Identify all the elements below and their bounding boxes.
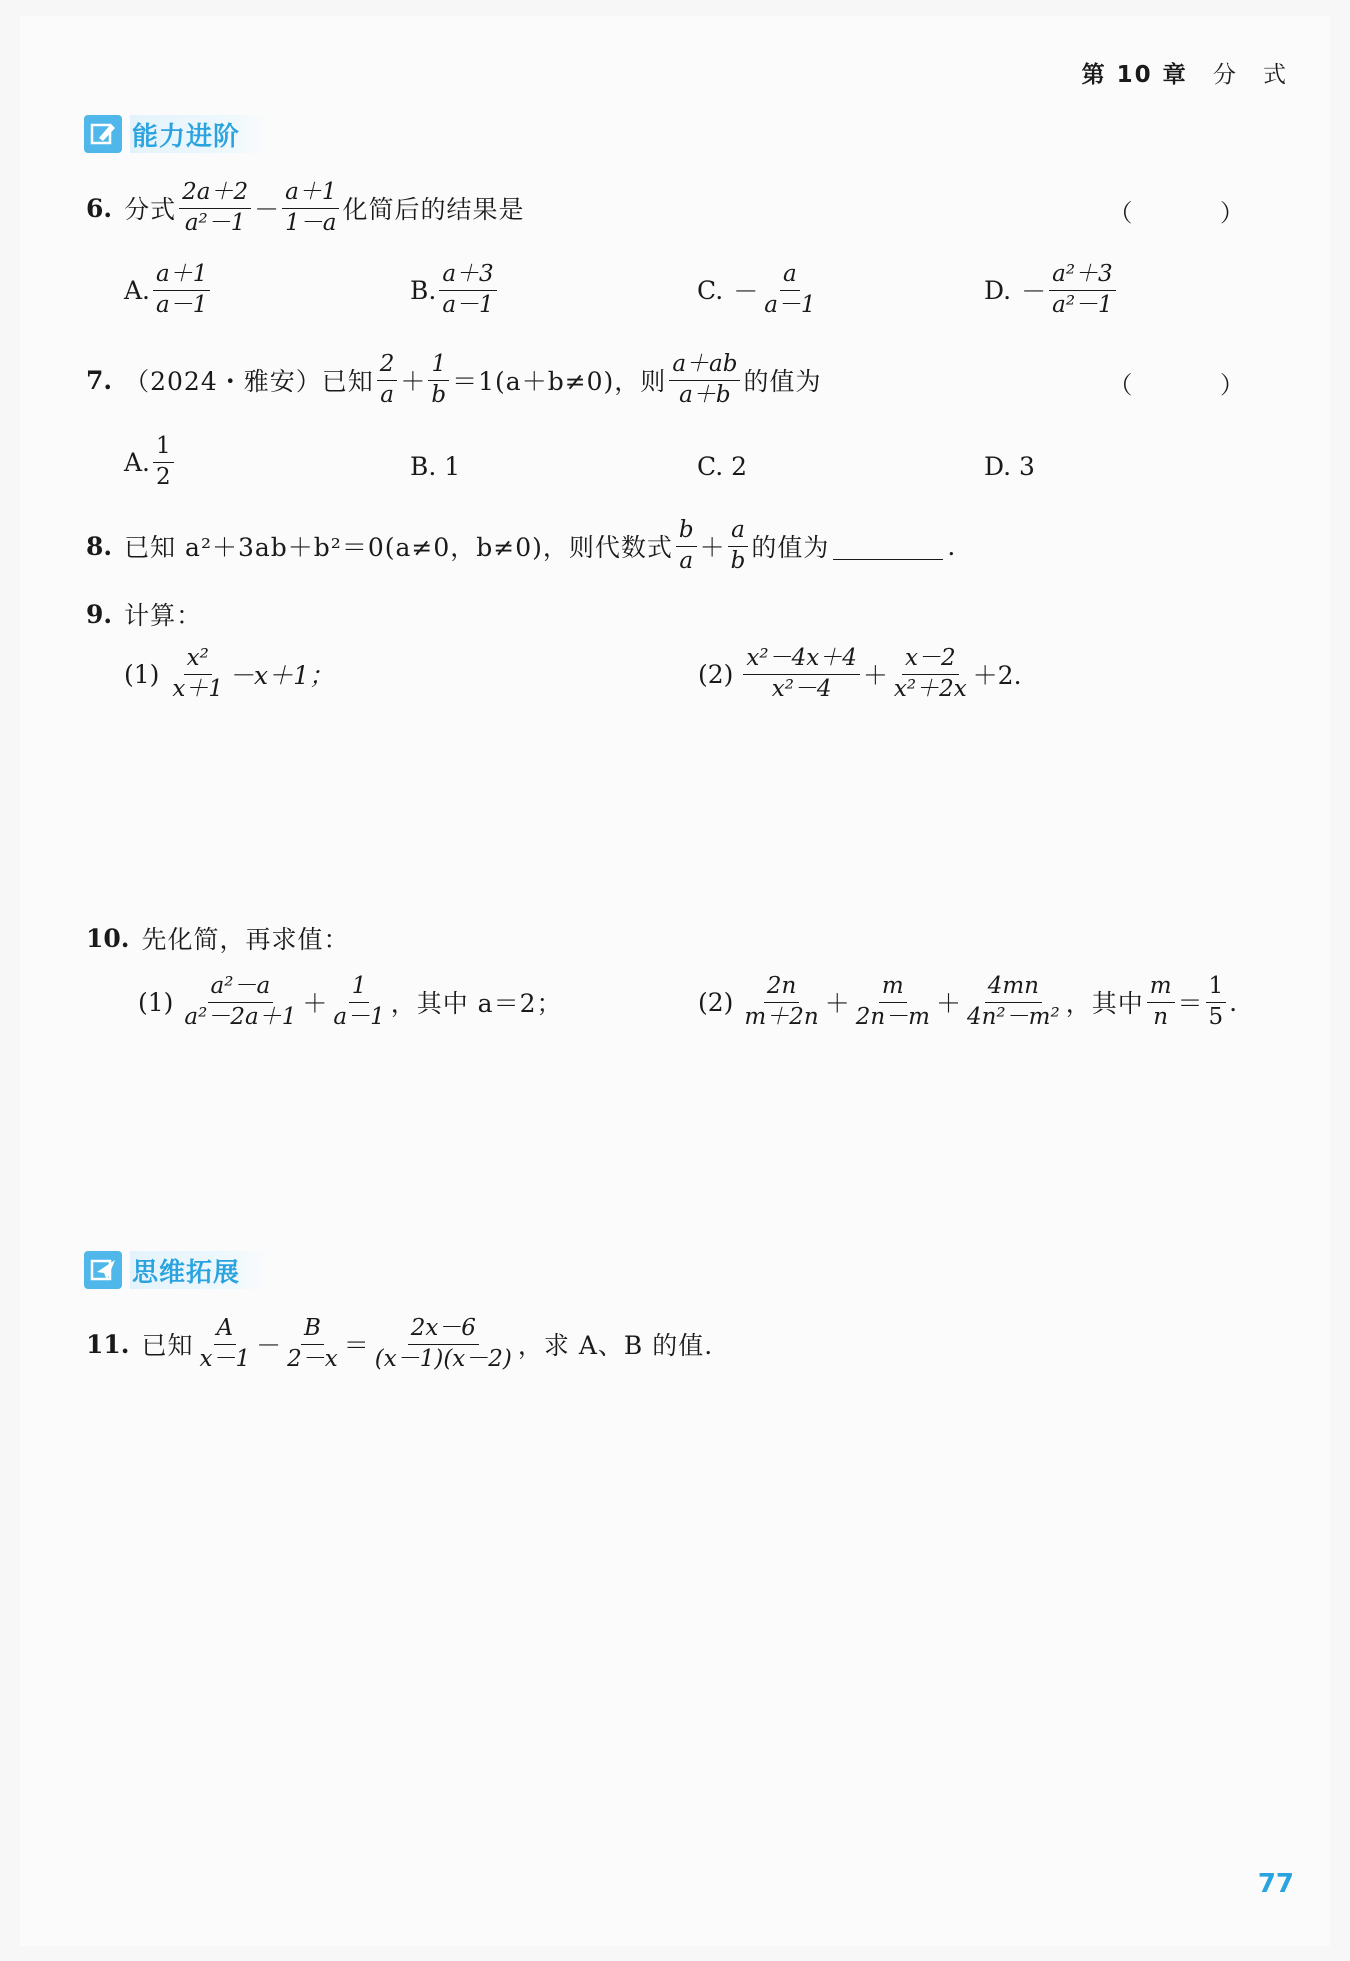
question-10-part-1 — [138, 974, 562, 1031]
chapter-header — [1082, 56, 1288, 89]
numerator: a²－a — [208, 974, 274, 1003]
operator: ＝ — [1177, 989, 1203, 1019]
fraction — [964, 974, 1063, 1031]
fraction — [181, 974, 299, 1031]
question-9 — [86, 596, 202, 632]
denominator: a — [380, 381, 394, 408]
denominator: b — [431, 381, 447, 408]
paper-plane-icon — [84, 1251, 122, 1289]
question-number: 8. — [86, 531, 113, 561]
question-7 — [86, 352, 821, 409]
numerator: x－2 — [902, 646, 959, 675]
numerator: a — [780, 262, 800, 291]
fraction — [284, 1316, 341, 1373]
expression-rest: ，其中 — [1065, 989, 1144, 1019]
denominator: 4n²－m² — [966, 1003, 1060, 1030]
question-9-part-2 — [698, 646, 1022, 703]
denominator: 2n－m — [855, 1003, 930, 1030]
numerator: a＋3 — [439, 262, 496, 291]
chapter-label: 第 10 章 — [1081, 62, 1188, 88]
question-11 — [86, 1316, 713, 1373]
operator: － — [254, 195, 280, 225]
denominator: a — [679, 547, 694, 574]
fraction — [428, 352, 449, 409]
answer-blank[interactable] — [833, 533, 943, 560]
denominator: 5 — [1208, 1003, 1224, 1030]
fraction — [728, 518, 749, 575]
fraction — [761, 262, 818, 319]
fraction — [743, 646, 859, 703]
question-number: 7. — [86, 365, 113, 395]
option-a — [124, 434, 177, 491]
section-title: 能力进阶 — [132, 121, 241, 152]
denominator: a－1 — [333, 1003, 385, 1030]
fraction — [153, 262, 210, 319]
fraction — [179, 180, 251, 237]
question-text: 先化简，再求值： — [141, 925, 350, 954]
question-text: 的值为 — [751, 533, 830, 563]
question-6 — [86, 180, 525, 237]
fraction — [197, 1316, 254, 1373]
numerator: 1 — [428, 352, 449, 381]
denominator: x＋1 — [172, 675, 224, 702]
section-header-extension — [84, 1250, 284, 1290]
expression-rest: －x＋1； — [229, 661, 335, 691]
operator: ＋ — [699, 533, 725, 563]
question-text: 已知 — [141, 1331, 194, 1361]
numerator: a＋1 — [153, 262, 210, 291]
numerator: 4mn — [985, 974, 1042, 1003]
denominator: b — [730, 547, 746, 574]
fraction — [669, 352, 740, 409]
numerator: b — [676, 518, 697, 547]
question-10 — [86, 920, 350, 956]
question-text: ＝1(a＋b≠0)，则 — [452, 367, 667, 397]
question-text: 计算： — [124, 601, 203, 630]
part-label: (1) — [138, 987, 174, 1017]
section-header-ability — [84, 114, 284, 154]
numerator: a²＋3 — [1049, 262, 1116, 291]
option-label: A. — [124, 447, 151, 477]
question-text: ，求 A、B 的值. — [517, 1331, 714, 1361]
question-8 — [86, 518, 955, 575]
operator: ＝ — [343, 1331, 369, 1361]
numerator: m — [1147, 974, 1175, 1003]
numerator: a＋ab — [669, 352, 740, 381]
period: . — [1229, 987, 1238, 1017]
numerator: a＋1 — [282, 180, 339, 209]
page-number: 77 — [1257, 1869, 1294, 1899]
question-text: 分式 — [124, 195, 177, 225]
section-title: 思维拓展 — [132, 1257, 241, 1288]
numerator: m — [879, 974, 907, 1003]
option-sign: － — [1021, 277, 1047, 307]
question-text: （2024・雅安）已知 — [124, 367, 374, 397]
fraction — [377, 352, 398, 409]
numerator: a — [728, 518, 748, 547]
fraction — [169, 646, 226, 703]
expression-rest: ，其中 a＝2； — [390, 989, 563, 1019]
question-10-part-2 — [698, 974, 1237, 1031]
part-label: (2) — [698, 987, 734, 1017]
option-c — [697, 262, 822, 319]
denominator: x－1 — [199, 1345, 251, 1372]
question-text: 化简后的结果是 — [342, 195, 525, 225]
fraction — [1049, 262, 1116, 319]
denominator: x²－4 — [771, 675, 832, 702]
chapter-title: 分 式 — [1213, 62, 1288, 88]
option-d — [984, 262, 1119, 319]
denominator: x²＋2x — [893, 675, 967, 702]
denominator: a²－1 — [184, 209, 246, 236]
fraction — [372, 1316, 515, 1373]
denominator: (x－1)(x－2) — [374, 1345, 512, 1372]
question-9-part-1 — [124, 646, 334, 703]
part-label: (1) — [124, 659, 160, 689]
denominator: a－1 — [442, 291, 494, 318]
fraction — [853, 974, 933, 1031]
fraction — [891, 646, 970, 703]
operator: ＋ — [862, 661, 888, 691]
option-a — [124, 262, 213, 319]
numerator: x² — [184, 646, 212, 675]
denominator: a－1 — [764, 291, 816, 318]
numerator: 1 — [1206, 974, 1227, 1003]
part-label: (2) — [698, 659, 734, 689]
question-number: 11. — [86, 1329, 130, 1359]
numerator: 2a＋2 — [179, 180, 251, 209]
operator: ＋ — [302, 989, 328, 1019]
denominator: 1－a — [285, 209, 337, 236]
numerator: x²－4x＋4 — [743, 646, 859, 675]
numerator: A — [214, 1316, 237, 1345]
question-text: 已知 a²＋3ab＋b²＝0(a≠0，b≠0)，则代数式 — [124, 533, 673, 563]
fraction — [1206, 974, 1227, 1031]
fraction — [741, 974, 821, 1031]
fraction — [676, 518, 697, 575]
option-c: C. 2 — [697, 452, 748, 481]
answer-paren: （ ） — [1108, 199, 1284, 227]
question-number: 10. — [86, 923, 130, 953]
question-number: 9. — [86, 599, 113, 629]
option-d: D. 3 — [984, 452, 1035, 481]
expression-rest: ＋2. — [972, 661, 1022, 691]
denominator: a²－1 — [1052, 291, 1113, 318]
numerator: 1 — [349, 974, 370, 1003]
option-b — [410, 262, 500, 319]
numerator: 2 — [377, 352, 398, 381]
option-label: D. — [984, 275, 1012, 305]
option-sign: － — [733, 277, 759, 307]
denominator: a²－2a＋1 — [184, 1003, 297, 1030]
option-b: B. 1 — [410, 452, 461, 481]
answer-paren: （ ） — [1108, 371, 1284, 399]
denominator: 2 — [156, 463, 171, 490]
fraction — [439, 262, 496, 319]
option-label: C. — [697, 275, 724, 305]
fraction — [1147, 974, 1175, 1031]
numerator: 2n — [764, 974, 799, 1003]
period: . — [947, 531, 956, 561]
numerator: 2x－6 — [408, 1316, 479, 1345]
question-text: 的值为 — [743, 367, 822, 397]
fraction — [330, 974, 387, 1031]
denominator: n — [1153, 1003, 1169, 1030]
question-number: 6. — [86, 193, 113, 223]
denominator: a＋b — [679, 381, 731, 408]
option-label: B. — [410, 275, 437, 305]
option-label: A. — [124, 275, 151, 305]
denominator: 2－x — [287, 1345, 338, 1372]
fraction — [282, 180, 339, 237]
denominator: a－1 — [156, 291, 208, 318]
operator: ＋ — [400, 367, 426, 397]
denominator: m＋2n — [744, 1003, 819, 1030]
operator: ＋ — [824, 989, 850, 1019]
operator: － — [256, 1331, 282, 1361]
operator: ＋ — [935, 989, 961, 1019]
fraction — [153, 434, 174, 491]
numerator: 1 — [153, 434, 174, 463]
pencil-edit-icon — [84, 115, 122, 153]
numerator: B — [301, 1316, 324, 1345]
